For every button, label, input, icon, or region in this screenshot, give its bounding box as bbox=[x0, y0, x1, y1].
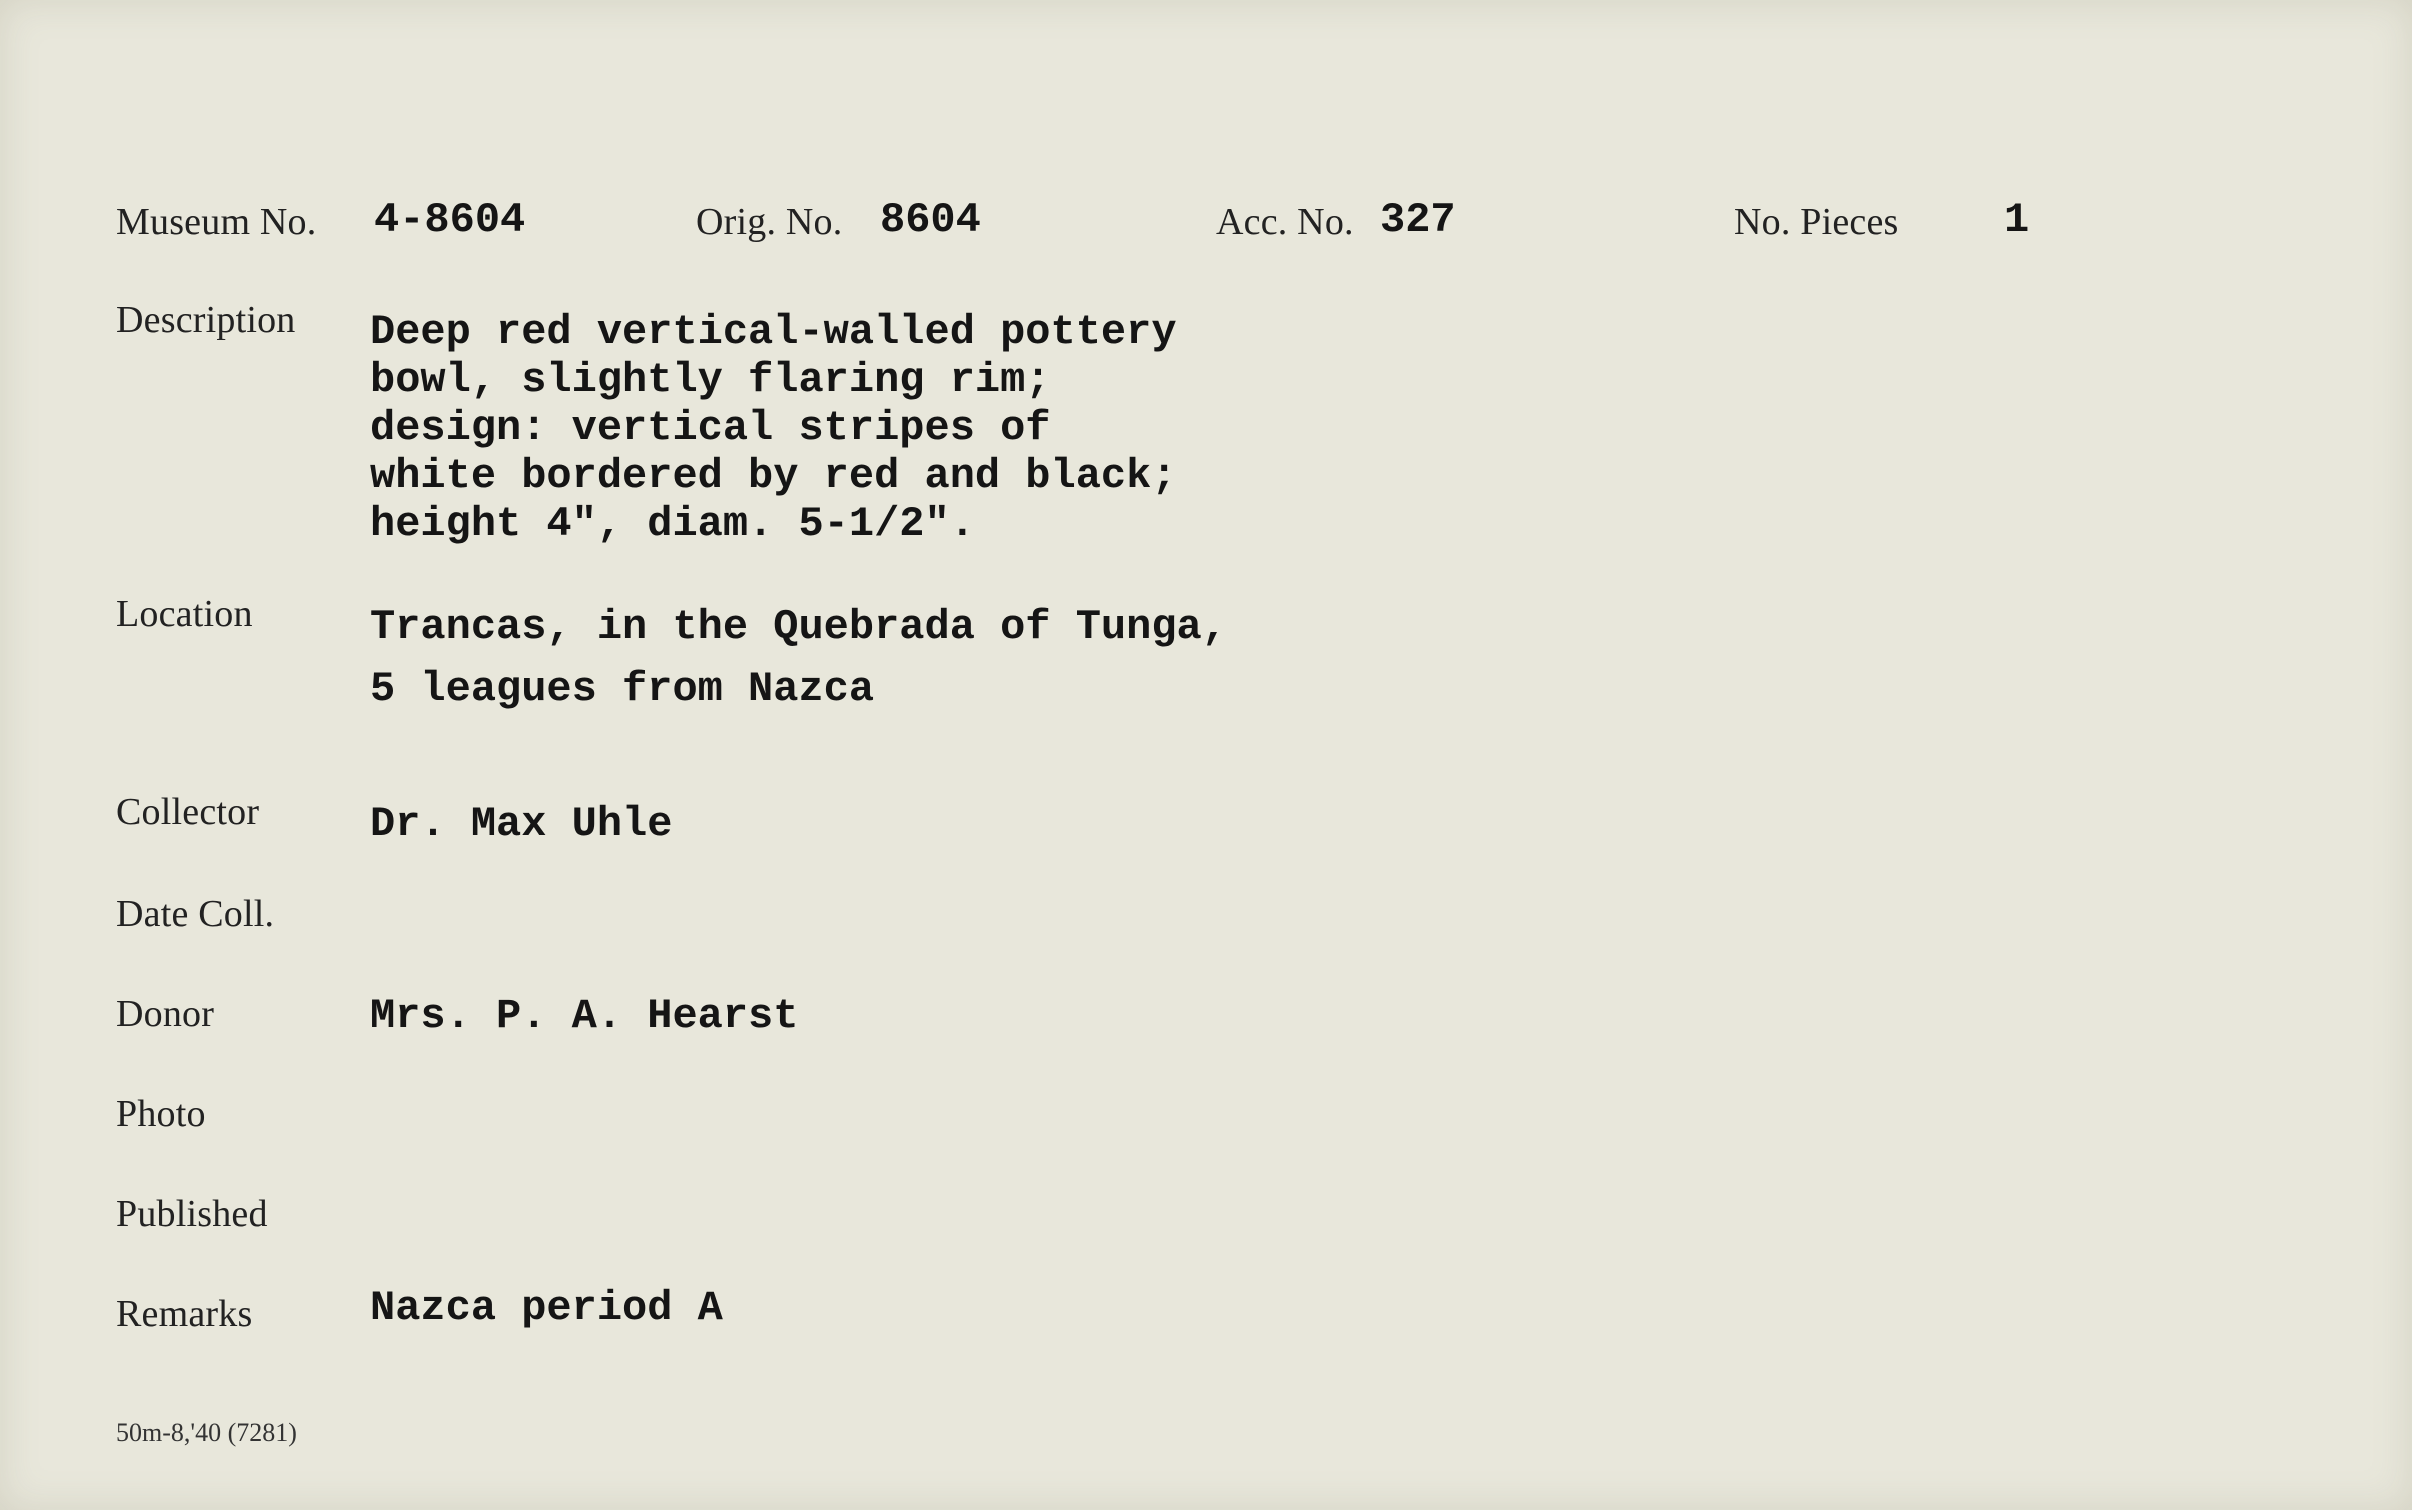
collector-label: Collector bbox=[116, 791, 260, 833]
museum-no-value: 4-8604 bbox=[374, 196, 526, 244]
description-line: Deep red vertical-walled pottery bbox=[370, 308, 1177, 356]
donor-label: Donor bbox=[116, 993, 215, 1035]
location-line: 5 leagues from Nazca bbox=[370, 665, 875, 713]
remarks-label: Remarks bbox=[116, 1293, 253, 1335]
no-pieces-value: 1 bbox=[2004, 196, 2030, 244]
location-line: Trancas, in the Quebrada of Tunga, bbox=[370, 603, 1227, 651]
description-text bbox=[370, 308, 1177, 548]
description-label: Description bbox=[116, 299, 296, 341]
description-line: height 4", diam. 5-1/2". bbox=[370, 500, 975, 548]
description-line: design: vertical stripes of bbox=[370, 404, 1051, 452]
remarks-value: Nazca period A bbox=[370, 1284, 723, 1332]
acc-no-value: 327 bbox=[1380, 196, 1456, 244]
location-label: Location bbox=[116, 593, 253, 635]
date-coll-label: Date Coll. bbox=[116, 893, 275, 935]
museum-no-label: Museum No. bbox=[116, 201, 317, 243]
donor-value: Mrs. P. A. Hearst bbox=[370, 992, 799, 1040]
orig-no-label: Orig. No. bbox=[696, 201, 843, 243]
no-pieces-label: No. Pieces bbox=[1734, 201, 1899, 243]
orig-no-value: 8604 bbox=[880, 196, 981, 244]
photo-label: Photo bbox=[116, 1093, 206, 1135]
collector-value: Dr. Max Uhle bbox=[370, 800, 673, 848]
print-code: 50m-8,'40 (7281) bbox=[116, 1418, 297, 1447]
acc-no-label: Acc. No. bbox=[1216, 201, 1354, 243]
description-line: white bordered by red and black; bbox=[370, 452, 1177, 500]
description-line: bowl, slightly flaring rim; bbox=[370, 356, 1051, 404]
published-label: Published bbox=[116, 1193, 268, 1235]
location-text bbox=[370, 596, 1227, 720]
